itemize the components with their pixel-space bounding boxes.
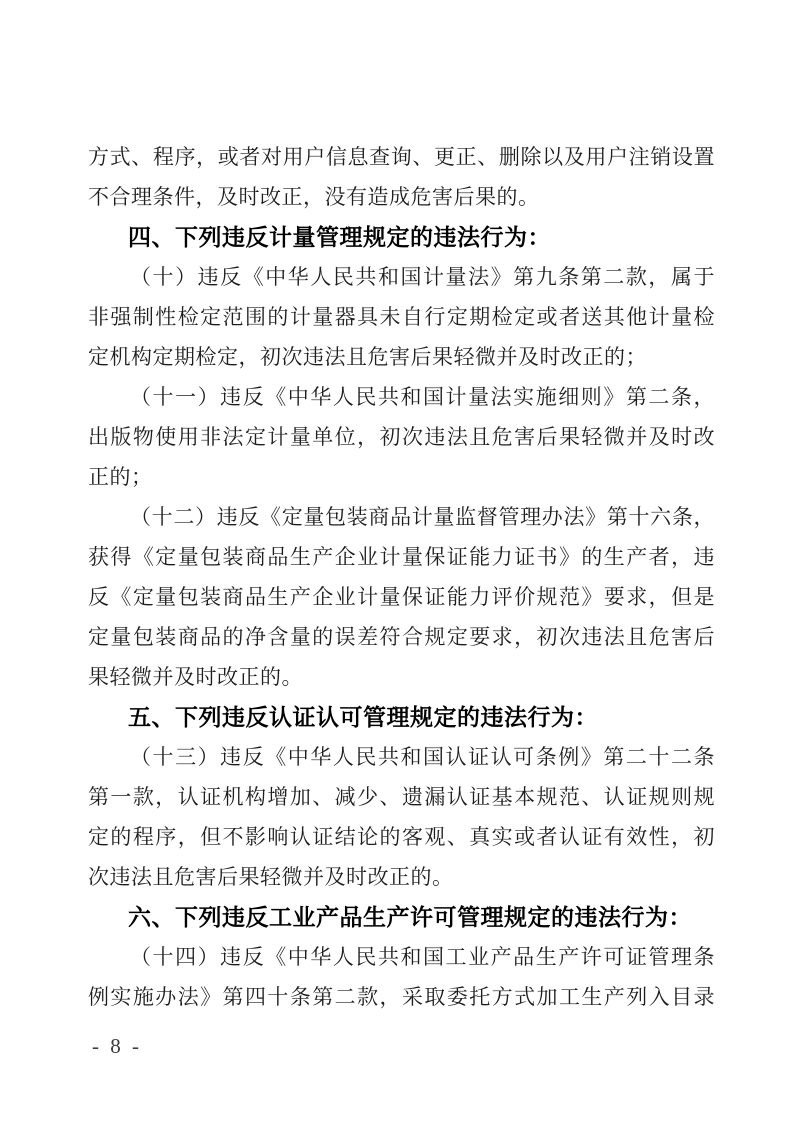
body-line: 方式、程序，或者对用户信息查询、更正、删除以及用户注销设置: [88, 145, 715, 169]
body-line: 反《定量包装商品生产企业计量保证能力评价规范》要求，但是: [88, 585, 715, 609]
document-body: [88, 137, 715, 1017]
section-heading: 五、下列违反认证认可管理规定的违法行为：: [128, 704, 598, 730]
body-line: 果轻微并及时改正的。: [88, 665, 303, 689]
body-line: 出版物使用非法定计量单位，初次违法且危害后果轻微并及时改: [88, 425, 715, 449]
body-line: 次违法且危害后果轻微并及时改正的。: [88, 865, 454, 889]
body-line: 定机构定期检定，初次违法且危害后果轻微并及时改正的；: [88, 345, 647, 369]
body-line: （十四）违反《中华人民共和国工业产品生产许可证管理条: [130, 945, 715, 969]
body-line: 定的程序，但不影响认证结论的客观、真实或者认证有效性，初: [88, 825, 715, 849]
body-line: （十三）违反《中华人民共和国认证认可条例》第二十二条: [130, 745, 715, 769]
body-line: 第一款，认证机构增加、减少、遗漏认证基本规范、认证规则规: [88, 785, 715, 809]
body-line: 正的；: [88, 465, 153, 489]
body-line: （十二）违反《定量包装商品计量监督管理办法》第十六条，: [130, 505, 715, 529]
body-line: （十）违反《中华人民共和国计量法》第九条第二款，属于: [130, 265, 715, 289]
body-line: 获得《定量包装商品生产企业计量保证能力证书》的生产者，违: [88, 545, 715, 569]
body-line: 例实施办法》第四十条第二款，采取委托方式加工生产列入目录: [88, 985, 715, 1009]
body-line: （十一）违反《中华人民共和国计量法实施细则》第二条，: [130, 385, 715, 409]
body-line: 定量包装商品的净含量的误差符合规定要求，初次违法且危害后: [88, 625, 715, 649]
section-heading: 四、下列违反计量管理规定的违法行为：: [128, 224, 551, 250]
section-heading: 六、下列违反工业产品生产许可管理规定的违法行为：: [128, 904, 692, 930]
page-number: - 8 -: [92, 1034, 142, 1058]
body-line: 不合理条件，及时改正，没有造成危害后果的。: [88, 185, 540, 209]
body-line: 非强制性检定范围的计量器具未自行定期检定或者送其他计量检: [88, 305, 715, 329]
